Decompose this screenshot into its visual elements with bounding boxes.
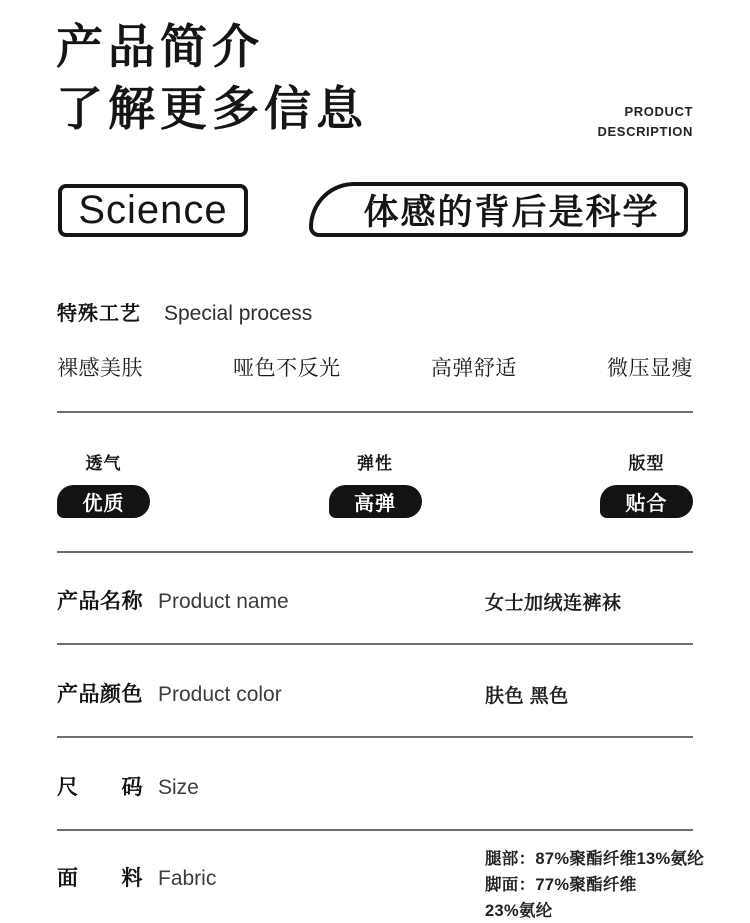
fabric-line: 23%氨纶 — [485, 902, 553, 920]
attribute-fit — [600, 449, 693, 518]
spec-label-size — [57, 771, 199, 801]
feature-item: 哑色不反光 — [233, 357, 341, 380]
spec-label-zh: 尺 码 — [57, 776, 143, 799]
spec-value-fabric — [485, 846, 704, 923]
spec-label-en: Product color — [158, 683, 282, 706]
attribute-badge: 优质 — [57, 485, 150, 518]
special-process-heading — [57, 297, 312, 326]
divider — [57, 551, 693, 553]
feature-item: 微压显瘦 — [606, 357, 693, 380]
feature-list — [57, 352, 693, 382]
special-process-label-en: Special process — [164, 302, 313, 325]
fabric-line: 脚面：77%聚酯纤维 — [485, 876, 637, 894]
feature-item: 高弹舒适 — [430, 357, 517, 380]
spec-label-en: Product name — [158, 590, 289, 613]
page-title — [56, 16, 368, 140]
spec-label-product-color — [57, 678, 282, 708]
attribute-badge: 贴合 — [600, 485, 693, 518]
attribute-badge: 高弹 — [329, 485, 422, 518]
spec-value-product-name: 女士加绒连裤袜 — [485, 593, 622, 614]
eyebrow-label — [598, 102, 693, 142]
science-banner-label: 体感的背后是科学 — [363, 192, 660, 232]
attribute-label: 版型 — [628, 454, 665, 473]
spec-label-product-name — [57, 585, 289, 615]
science-banner — [309, 182, 688, 237]
science-box — [58, 184, 248, 237]
attribute-breathability — [57, 449, 150, 518]
spec-label-en: Fabric — [158, 867, 217, 890]
spec-label-zh: 面 料 — [57, 867, 143, 890]
page-title-line1: 产品简介 — [56, 20, 264, 73]
spec-label-zh: 产品颜色 — [57, 683, 143, 706]
divider — [57, 736, 693, 738]
spec-label-zh: 产品名称 — [57, 590, 143, 613]
attribute-elasticity — [329, 449, 422, 518]
attribute-label: 透气 — [85, 454, 122, 473]
divider — [57, 411, 693, 413]
attribute-row — [57, 449, 693, 518]
eyebrow-line2: DESCRIPTION — [597, 124, 693, 140]
spec-label-en: Size — [158, 776, 199, 799]
spec-value-product-color: 肤色 黑色 — [485, 686, 569, 707]
special-process-label-zh: 特殊工艺 — [57, 303, 141, 325]
divider — [57, 829, 693, 831]
attribute-label: 弹性 — [357, 454, 393, 473]
spec-label-fabric — [57, 862, 216, 892]
page-title-line2: 了解更多信息 — [56, 82, 368, 135]
eyebrow-line1: PRODUCT — [624, 104, 693, 119]
fabric-line: 腿部：87%聚酯纤维13%氨纶 — [485, 850, 705, 868]
science-box-label: Science — [78, 188, 228, 232]
divider — [57, 643, 693, 645]
feature-item: 裸感美肤 — [57, 357, 143, 380]
